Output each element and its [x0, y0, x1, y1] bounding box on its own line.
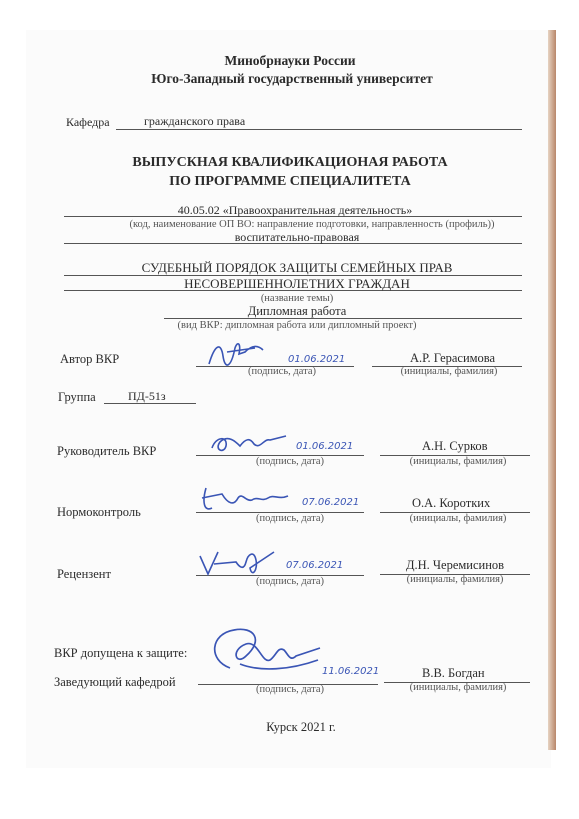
- supervisor-sig-caption: (подпись, дата): [256, 456, 324, 467]
- supervisor-signature: [206, 428, 290, 458]
- supervisor-label: Руководитель ВКР: [57, 444, 157, 458]
- program-profile: воспитательно-правовая: [234, 230, 360, 244]
- supervisor-name-caption: (инициалы, фамилия): [409, 456, 507, 467]
- work-title-line1: ВЫПУСКНАЯ КВАЛИФИКАЦИОНАЯ РАБОТА: [132, 155, 448, 170]
- author-sig-caption: (подпись, дата): [248, 366, 316, 377]
- topic-line2: НЕСОВЕРШЕННОЛЕТНИХ ГРАЖДАН: [184, 276, 410, 291]
- author-date: 01.06.2021: [288, 354, 346, 365]
- reviewer-name-caption: (инициалы, фамилия): [406, 574, 504, 585]
- university-heading: Юго-Западный государственный университет: [151, 71, 433, 86]
- normcontrol-sig-caption: (подпись, дата): [256, 513, 324, 524]
- reviewer-sig-caption: (подпись, дата): [256, 576, 324, 587]
- admission-name-caption: (инициалы, фамилия): [409, 682, 507, 693]
- ministry-heading: Минобрнауки России: [224, 53, 356, 68]
- reviewer-date: 07.06.2021: [286, 560, 344, 571]
- normcontrol-signature: [198, 484, 298, 516]
- normcontrol-name-caption: (инициалы, фамилия): [409, 513, 507, 524]
- group-value: ПД-51з: [128, 389, 166, 403]
- admission-sig-caption: (подпись, дата): [256, 684, 324, 695]
- group-label: Группа: [58, 390, 96, 404]
- supervisor-date: 01.06.2021: [296, 441, 354, 452]
- work-title-line2: ПО ПРОГРАММЕ СПЕЦИАЛИТЕТА: [169, 174, 411, 189]
- topic-line1: СУДЕБНЫЙ ПОРЯДОК ЗАЩИТЫ СЕМЕЙНЫХ ПРАВ: [141, 260, 453, 275]
- author-name-caption: (инициалы, фамилия): [400, 366, 498, 377]
- head-signature: [200, 620, 330, 684]
- topic-caption: (название темы): [260, 293, 334, 304]
- program-code: 40.05.02 «Правоохранительная деятельность»: [177, 203, 413, 217]
- supervisor-name: А.Н. Сурков: [422, 439, 488, 453]
- author-name: А.Р. Герасимова: [410, 351, 496, 365]
- work-type-value: Дипломная работа: [247, 304, 347, 318]
- admission-date: 11.06.2021: [322, 666, 380, 677]
- normcontrol-date: 07.06.2021: [302, 497, 360, 508]
- reviewer-name: Д.Н. Черемисинов: [406, 558, 505, 572]
- city-year: Курск 2021 г.: [266, 720, 336, 734]
- head-of-department-label: Заведующий кафедрой: [54, 675, 176, 689]
- program-caption: (код, наименование ОП ВО: направление подготовки, направленность (профиль)): [129, 219, 495, 230]
- normcontrol-name: О.А. Коротких: [412, 496, 491, 510]
- work-type-caption: (вид ВКР: дипломная работа или дипломный проект): [177, 320, 417, 331]
- normcontrol-label: Нормоконтроль: [57, 505, 141, 519]
- author-label: Автор ВКР: [60, 352, 120, 366]
- admission-name: В.В. Богдан: [422, 666, 485, 680]
- department-label: Кафедра: [66, 115, 110, 129]
- department-value: гражданского права: [144, 114, 246, 128]
- admission-label: ВКР допущена к защите:: [54, 646, 188, 660]
- page-edge-shadow: [548, 30, 556, 750]
- reviewer-label: Рецензент: [57, 567, 111, 581]
